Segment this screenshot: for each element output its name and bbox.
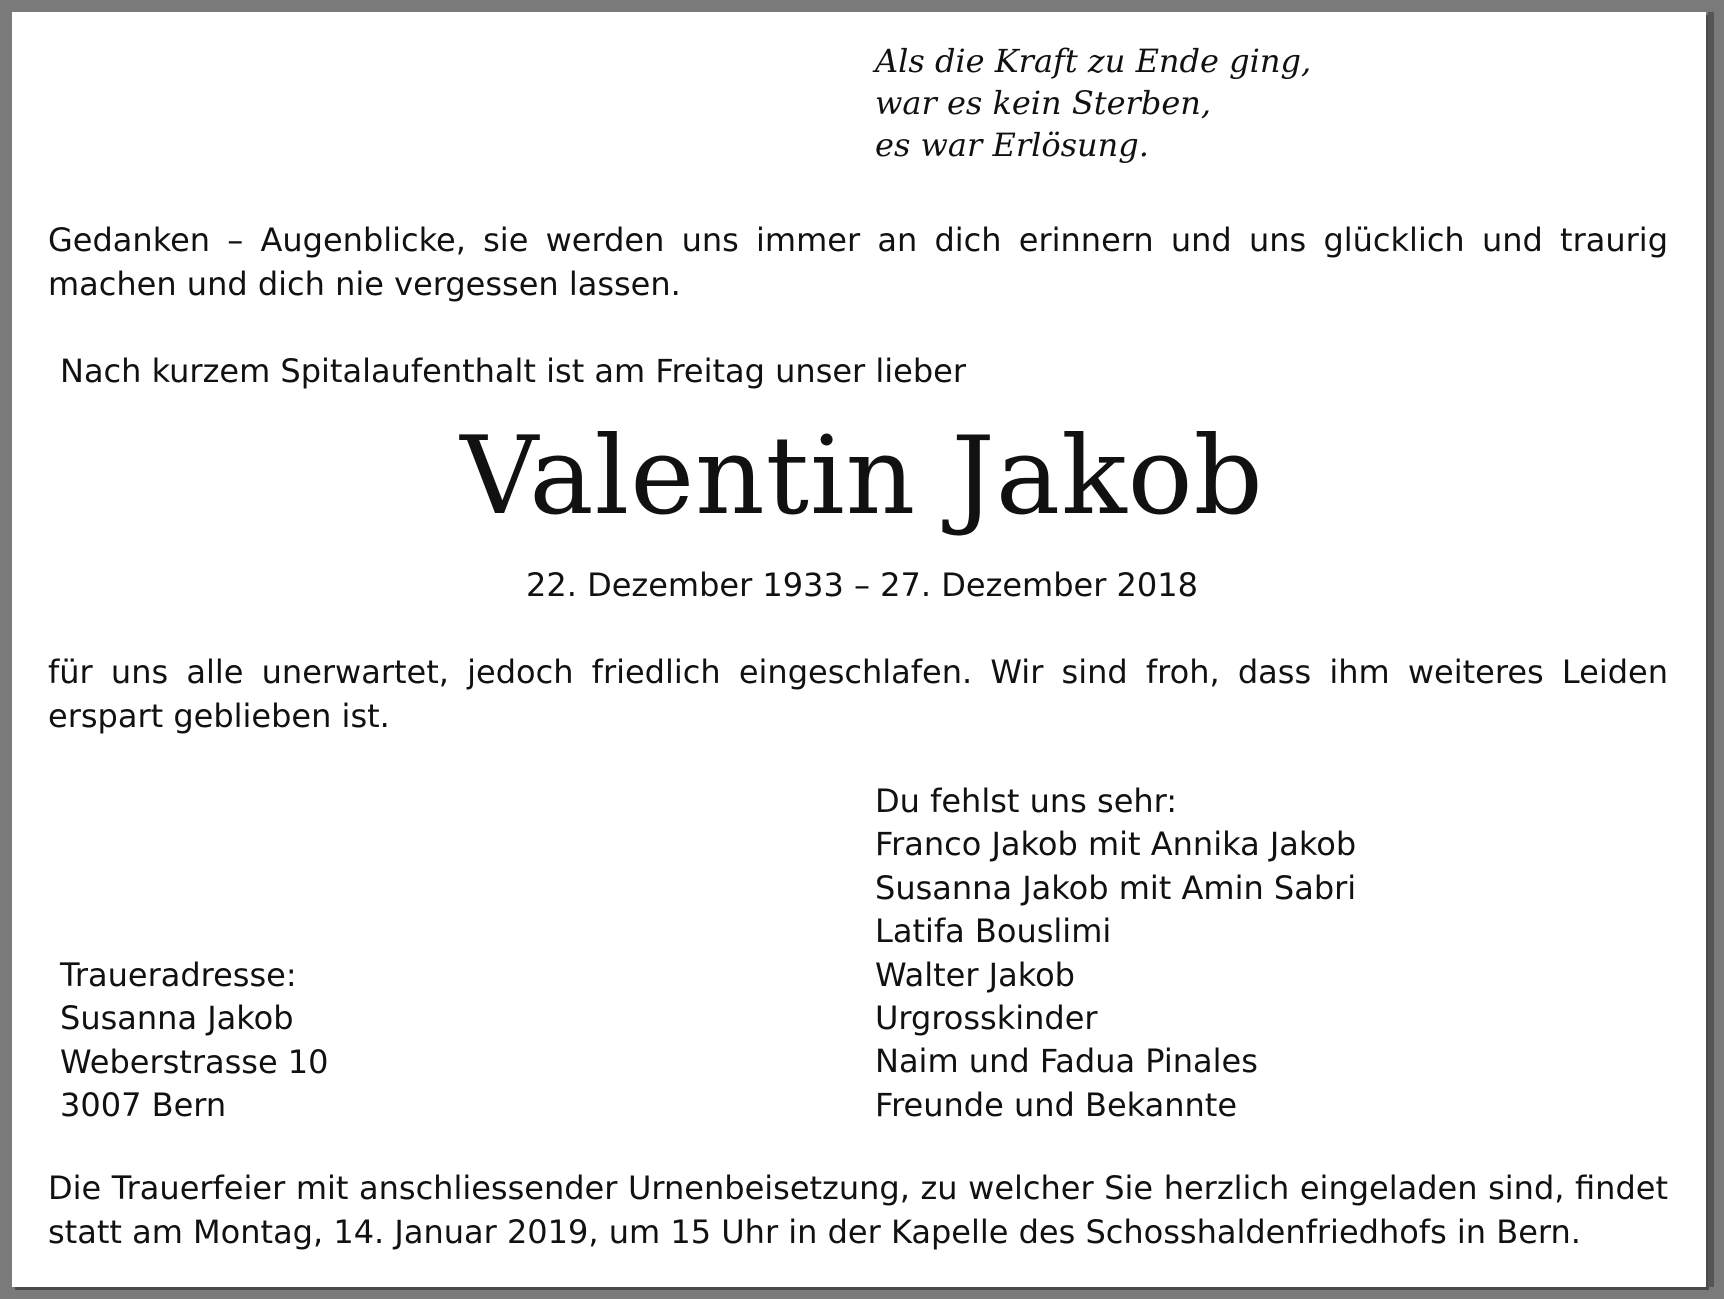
mourner-name: Freunde und Bekannte [875,1085,1238,1124]
life-dates: 22. Dezember 1933 – 27. Dezember 2018 [526,566,1198,604]
intro-paragraph: Gedanken – Augenblicke, sie werden uns immer an dich erinnern und uns glücklich und traurig machen und dich nie vergessen lassen. [48,221,1668,303]
mourner-name: Walter Jakob [875,955,1075,994]
address-heading: Traueradresse: [60,956,297,994]
deceased-name: Valentin Jakob [460,414,1264,539]
ceremony-paragraph: Die Trauerfeier mit anschliessender Urnenbeisetzung, zu welcher Sie herzlich eingeladen sind, findet statt am Montag, 14. Januar 2019, um 15 Uhr in der Kapelle des Schosshaldenfriedhofs in Bern. [48,1169,1668,1251]
mourner-name: Susanna Jakob mit Amin Sabri [875,868,1357,907]
mourner-name: Urgrosskinder [875,999,1098,1038]
mourning-address [60,954,329,1128]
mourners-list [875,780,1356,1127]
lead-sentence: Nach kurzem Spitalaufenthalt ist am Freitag unser lieber [60,352,966,390]
motto-verse [875,40,1311,166]
mourner-name: Franco Jakob mit Annika Jakob [875,825,1357,864]
address-line: Susanna Jakob [60,999,294,1038]
motto-line: war es kein Sterben, [875,84,1212,122]
mourner-name: Latifa Bouslimi [875,912,1112,951]
motto-line: es war Erlösung. [875,126,1149,164]
motto-line: Als die Kraft zu Ende ging, [875,42,1312,80]
address-line: Weberstrasse 10 [60,1042,329,1081]
address-line: 3007 Bern [60,1086,227,1125]
passing-paragraph: für uns alle unerwartet, jedoch friedlich eingeschlafen. Wir sind froh, dass ihm weiteres Leiden erspart geblieben ist. [48,653,1668,735]
mourner-name: Naim und Fadua Pinales [875,1042,1258,1081]
mourners-heading: Du fehlst uns sehr: [875,782,1178,820]
